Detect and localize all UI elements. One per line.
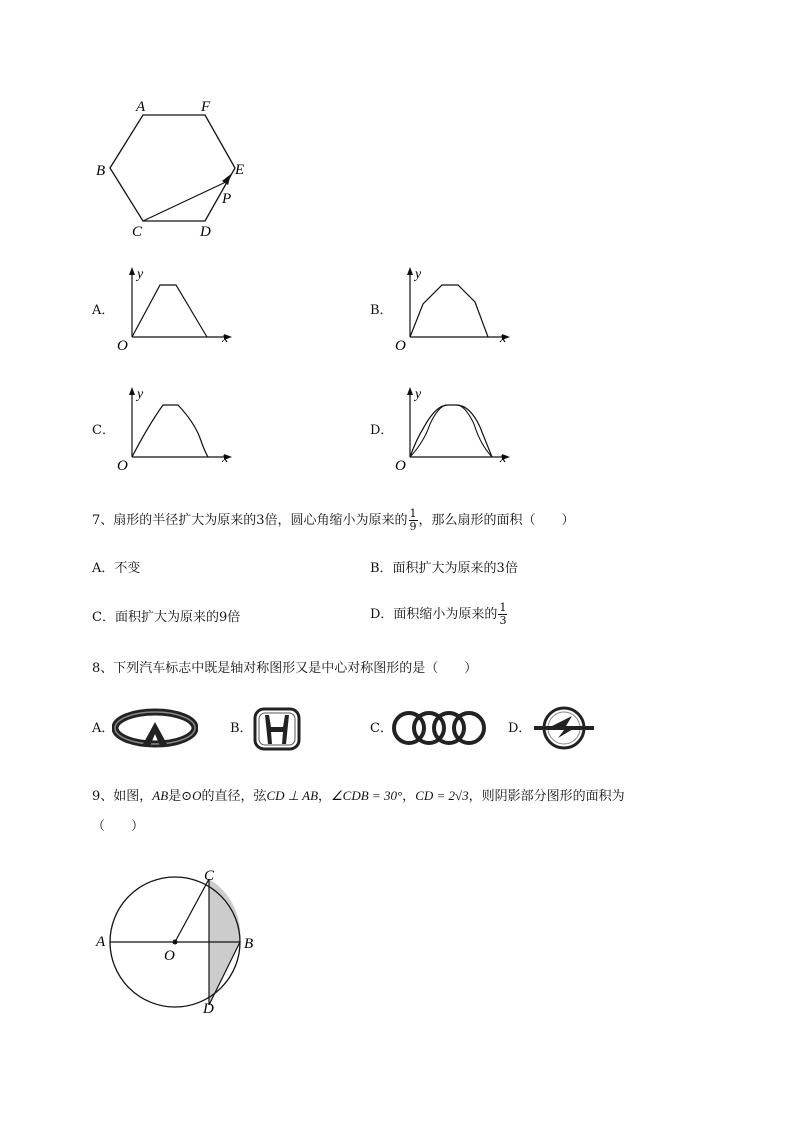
segment-cp — [143, 181, 228, 221]
radius-oc — [175, 879, 209, 942]
label-c: C — [132, 224, 143, 240]
q7-option-b: B．面积扩大为原来的3倍 — [370, 561, 518, 576]
label-e: E — [235, 162, 245, 178]
graph-b-curve — [410, 285, 488, 337]
svg-text:O: O — [117, 458, 128, 474]
audi-logo-icon — [390, 708, 486, 748]
svg-text:O: O — [164, 948, 175, 964]
q7-fraction: $\frac{1}{9}$ — [409, 507, 417, 533]
infiniti-logo-icon — [112, 708, 198, 750]
svg-text:x: x — [222, 331, 229, 346]
honda-logo-icon — [252, 706, 302, 752]
graph-a-curve — [132, 285, 207, 337]
graph-c — [110, 382, 240, 477]
label-a: A — [136, 99, 146, 115]
opel-logo-icon — [530, 702, 598, 754]
svg-text:x: x — [222, 451, 229, 466]
option-d-letter: D． — [370, 423, 394, 438]
label-f: F — [201, 99, 211, 115]
q7-stem: 7、扇形的半径扩大为原来的3倍，圆心角缩小为原来的 $\frac{1}{9}$ ，那么扇形的面积（ ） — [92, 507, 575, 533]
label-p: P — [222, 191, 232, 207]
svg-text:x: x — [500, 331, 507, 346]
option-a-letter: A． — [92, 303, 115, 318]
graph-d — [388, 382, 518, 477]
q9-stem: 9、如图，AB是⊙O的直径，弦CD ⊥ AB，∠CDB = 30°，CD = 2√3，则阴影部分图形的面积为 — [92, 788, 625, 804]
svg-text:O: O — [117, 338, 128, 354]
center-point — [173, 940, 178, 945]
svg-text:D: D — [203, 1001, 214, 1017]
svg-text:y: y — [415, 267, 422, 282]
hexagon-figure — [90, 95, 260, 245]
q7-option-c: C．面积扩大为原来的9倍 — [92, 610, 241, 625]
label-b: B — [96, 163, 106, 179]
circle-figure — [88, 860, 268, 1025]
q7-option-a: A．不变 — [92, 561, 141, 576]
svg-text:O: O — [395, 338, 406, 354]
svg-text:O: O — [395, 458, 406, 474]
q8-option-d: D． — [508, 721, 532, 736]
q9-stem-line2: （ ） — [92, 819, 145, 834]
svg-text:x: x — [500, 451, 507, 466]
svg-text:y: y — [415, 387, 422, 402]
q7-d-fraction: $\frac{1}{3}$ — [499, 601, 507, 627]
svg-text:C: C — [204, 868, 215, 884]
q8-stem: 8、下列汽车标志中既是轴对称图形又是中心对称图形的是（ ） — [92, 661, 478, 676]
label-d: D — [200, 224, 211, 240]
graph-c-curve — [132, 405, 208, 457]
q7-option-d: D．面积缩小为原来的 $\frac{1}{3}$ — [370, 601, 507, 627]
option-c-letter: C． — [92, 423, 115, 438]
graph-d-curve-outer — [410, 405, 492, 457]
svg-text:y: y — [137, 387, 144, 402]
q8-option-c: C． — [370, 721, 393, 736]
q8-option-b: B． — [230, 721, 253, 736]
svg-text:B: B — [244, 936, 254, 952]
svg-text:A: A — [96, 934, 106, 950]
svg-text:y: y — [137, 267, 144, 282]
graph-a — [110, 262, 240, 357]
graph-b — [388, 262, 518, 357]
hexagon-shape — [110, 115, 235, 221]
q8-option-a: A． — [92, 721, 115, 736]
option-b-letter: B． — [370, 303, 393, 318]
